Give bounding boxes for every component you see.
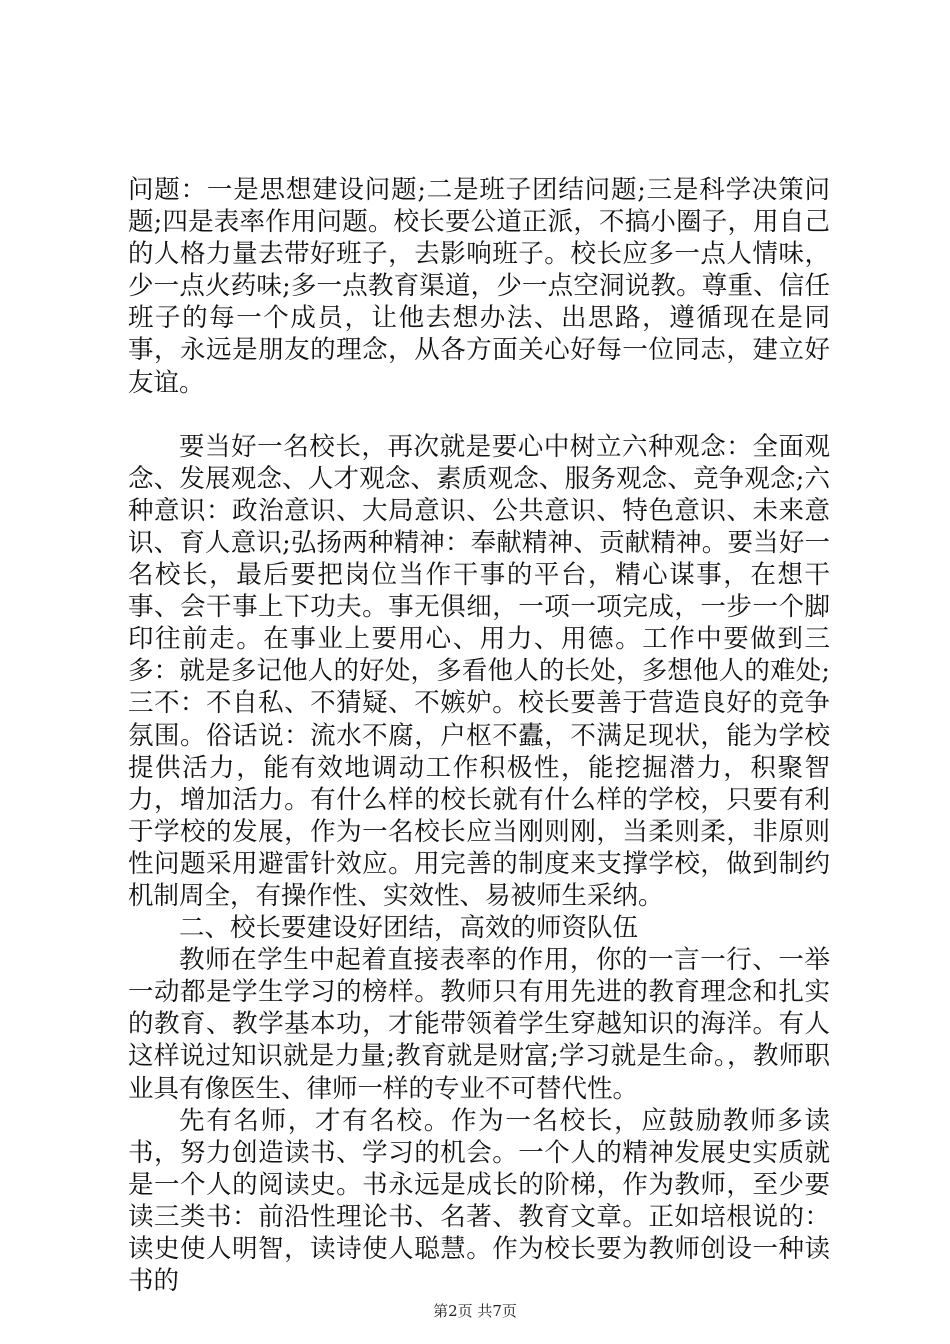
paragraph-teacher-role-model: 教师在学生中起着直接表率的作用，你的一言一行、一举一动都是学生学习的榜样。教师只有用先进的教育理念和扎实的教育、教学基本功，才能带领着学生穿越知识的海洋。有人这样说过知识就是力量;教育就是财富;学习就是生命。，教师职业具有像医生、律师一样的专业不可替代性。	[128, 945, 830, 1104]
paragraph-leadership-problems: 问题：一是思想建设问题;二是班子团结问题;三是科学决策问题;四是表率作用问题。校长要公道正派，不搞小圈子，用自己的人格力量去带好班子，去影响班子。校长应多一点人情味，少一点火药味;多一点教育渠道，少一点空洞说教。尊重、信任班子的每一个成员，让他去想办法、出思路，遵循现在是同事，永远是朋友的理念，从各方面关心好每一位同志，建立好友谊。	[128, 175, 830, 398]
section-heading-teaching-staff: 二、校长要建设好团结，高效的师资队伍	[179, 913, 639, 944]
paragraph-principal-concepts: 要当好一名校长，再次就是要心中树立六种观念：全面观念、发展观念、人才观念、素质观念、服务观念、竞争观念;六种意识：政治意识、大局意识、公共意识、特色意识、未来意识、育人意识;弘扬两种精神：奉献精神、贡献精神。要当好一名校长，最后要把岗位当作干事的平台，精心谋事，在想干事、会干事上下功夫。事无俱细，一项一项完成，一步一个脚印往前走。在事业上要用心、用力、用德。工作中要做到三多：就是多记他人的好处，多看他人的长处，多想他人的难处;三不：不自私、不猜疑、不嫉妒。校长要善于营造良好的竞争氛围。俗话说：流水不腐，户枢不蠹，不满足现状，能为学校提供活力，能有效地调动工作积极性，能挖掘潜力，积聚智力，增加活力。有什么样的校长就有什么样的学校，只要有利于学校的发展，作为一名校长应当刚则刚，当柔则柔，非原则性问题采用避雷针效应。用完善的制度来支撑学校，做到制约机制周全，有操作性、实效性、易被师生采纳。	[128, 431, 830, 911]
document-body	[128, 174, 830, 1297]
paragraph-teacher-reading: 先有名师，才有名校。作为一名校长，应鼓励教师多读书，努力创造读书、学习的机会。一个人的精神发展史实质就是一个人的阅读史。书永远是成长的阶梯，作为教师，至少要读三类书：前沿性理论书、名著、教育文章。正如培根说的：读史使人明智，读诗使人聪慧。作为校长要为教师创设一种读书的	[128, 1105, 830, 1297]
paragraph-spacer	[128, 399, 830, 431]
page-number-footer: 第2页 共7页	[433, 1302, 517, 1320]
